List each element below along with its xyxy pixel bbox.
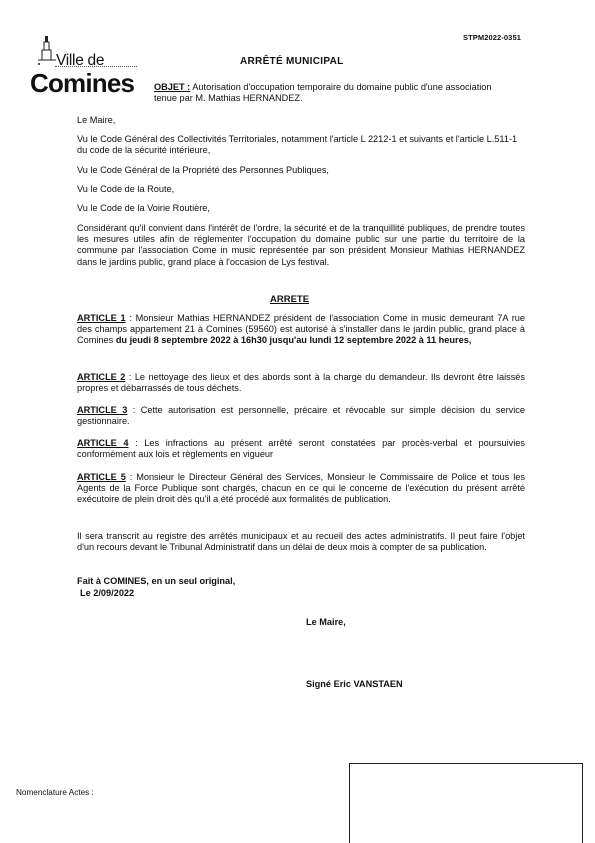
article-1-text: : Monsieur Mathias HERNANDEZ président de l'association Come in music demeurant 7A rue des champs appartement 21 à Comines (59560) est autorisé à s'installer dans le jardin public, grand place à Comines <box>77 313 525 346</box>
article-2-label: ARTICLE 2 <box>77 372 126 382</box>
vu-cgppp: Vu le Code Général de la Propriété des Personnes Publiques, <box>77 165 329 175</box>
article-2-text: : Le nettoyage des lieux et des abords sont à la charge du demandeur. Ils devront être laissés propres et débarrassés de tous déchets. <box>77 372 525 394</box>
nomenclature-label: Nomenclature Actes : <box>16 788 94 797</box>
fait-date: Le 2/09/2022 <box>80 587 135 598</box>
article-3-text: : Cette autorisation est personnelle, précaire et révocable sur simple décision du service gestionnaire. <box>77 405 525 427</box>
fait-block <box>77 576 235 599</box>
arrete-heading: ARRETE <box>270 294 310 305</box>
article-1 <box>77 313 525 347</box>
article-4-text: : Les infractions au présent arrêté seront constatées par procès-verbal et poursuivies conformément aux lois et règlements en vigueur <box>77 438 525 460</box>
signature-name: Signé Eric VANSTAEN <box>306 679 403 689</box>
vu-cgct: Vu le Code Général des Collectivités Territoriales, notamment l'article L 2212-1 et suivants et l'article L.511-1 du code de la sécurité intérieure, <box>77 134 518 156</box>
nomenclature-box <box>349 763 583 843</box>
considerant: Considérant qu'il convient dans l'intérêt de l'ordre, la sécurité et de la tranquillité publiques, de prendre toutes les mesures utiles afin de réglementer l'occupation du domaine public sur une partie du territoire de la commune par l'association Come in music représentée par son président Monsieur Mathias HERNANDEZ dans le jardins public, grand place à l'occasion de Lys festival. <box>77 223 525 267</box>
logo-ville-text: Ville de <box>56 52 105 69</box>
le-maire: Le Maire, <box>77 115 116 125</box>
article-4 <box>77 438 525 460</box>
belfry-icon <box>36 34 58 68</box>
vu-code-route: Vu le Code de la Route, <box>77 184 175 194</box>
article-5 <box>77 472 525 506</box>
vu-code-voirie: Vu le Code de la Voirie Routière, <box>77 203 210 213</box>
article-3-label: ARTICLE 3 <box>77 405 128 415</box>
objet-text: Autorisation d'occupation temporaire du domaine public d'une association tenue par M. Mathias HERNANDEZ. <box>154 82 492 103</box>
logo-comines-text: Comines <box>30 68 135 98</box>
article-1-label: ARTICLE 1 <box>77 313 126 323</box>
fait-line: Fait à COMINES, en un seul original, <box>77 576 236 586</box>
article-4-label: ARTICLE 4 <box>77 438 129 448</box>
document-body <box>77 0 525 842</box>
article-5-text: : Monsieur le Directeur Général des Services, Monsieur le Commissaire de Police et tous les Agents de la Force Publique sont chargés, chacun en ce qui le concerne de l'exécution du présent arrêté exécutoire de plein droit dès qu'il a été procédé aux formalités de publication. <box>77 472 525 505</box>
article-2 <box>77 372 525 394</box>
reference-number: STPM2022-0351 <box>462 33 521 42</box>
objet-label: OBJET : <box>154 82 191 92</box>
signature-le-maire: Le Maire, <box>306 617 346 627</box>
registre-paragraph: Il sera transcrit au registre des arrêtés municipaux et au recueil des actes administratifs. Il peut faire l'objet d'un recours devant le Tribunal Administratif dans un délai de deux mois à compter de sa publication. <box>77 531 525 553</box>
article-3 <box>77 405 525 427</box>
article-5-label: ARTICLE 5 <box>77 472 126 482</box>
article-1-dates: du jeudi 8 septembre 2022 à 16h30 jusqu'au lundi 12 septembre 2022 à 11 heures, <box>115 335 472 346</box>
document-title: ARRÊTÉ MUNICIPAL <box>240 56 344 67</box>
